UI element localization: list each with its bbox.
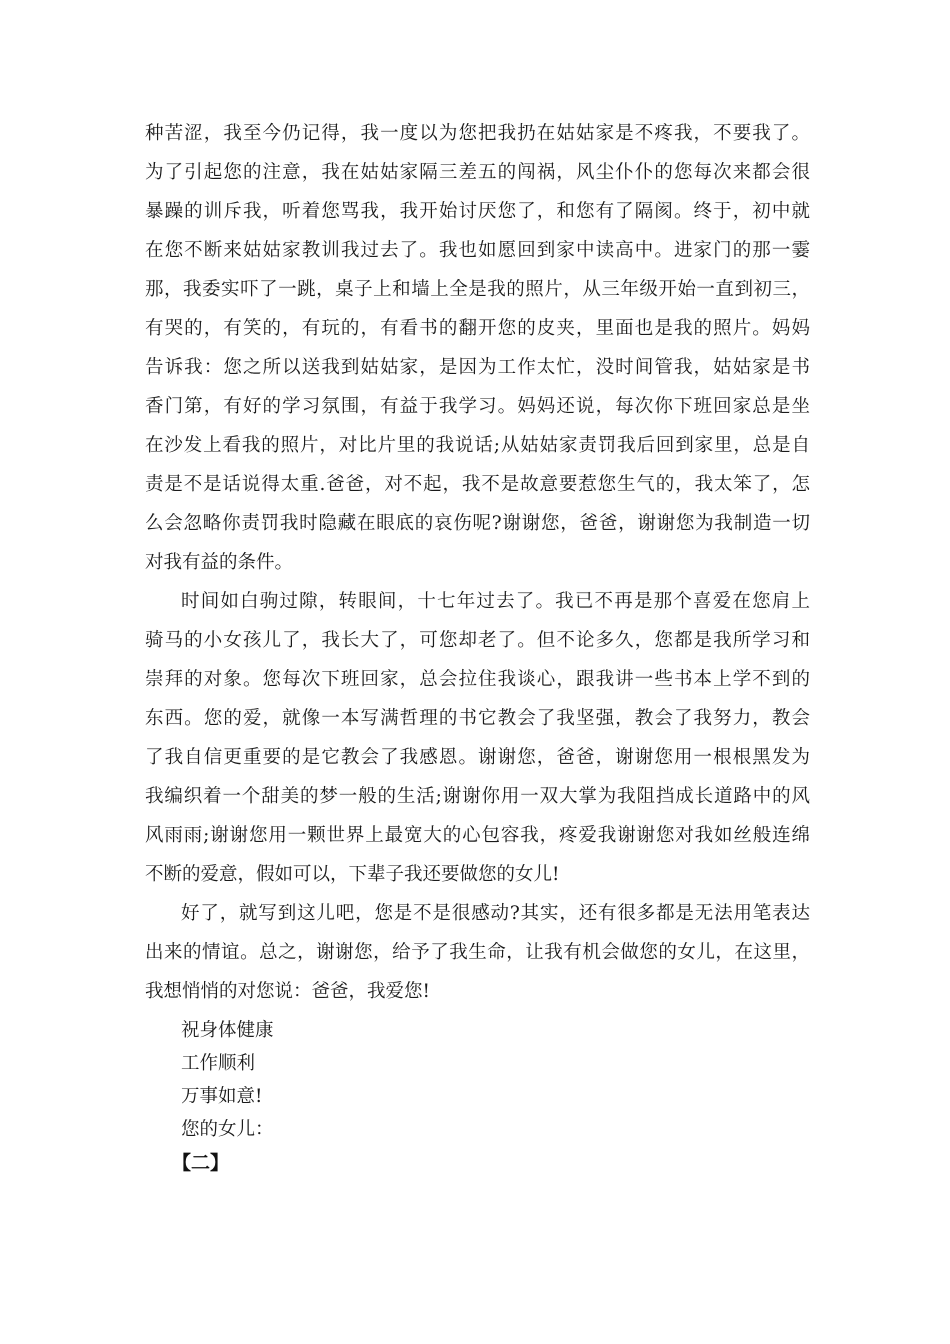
paragraph-2-line-7: 风雨雨;谢谢您用一颗世界上最宽大的心包容我，疼爱我谢谢您对我如丝般连绵 [145, 825, 810, 846]
closing-wish-everything: 万事如意! [181, 1086, 263, 1107]
closing-wish-health: 祝身体健康 [181, 1020, 274, 1041]
paragraph-2-line-3: 崇拜的对象。您每次下班回家，总会拉住我谈心，跟我讲一些书本上学不到的 [145, 669, 810, 690]
paragraph-3-line-2: 出来的情谊。总之，谢谢您，给予了我生命，让我有机会做您的女儿，在这里， [145, 942, 810, 963]
paragraph-2-line-6: 我编织着一个甜美的梦一般的生活;谢谢你用一双大掌为我阻挡成长道路中的风 [145, 786, 810, 807]
paragraph-1-line-7: 告诉我：您之所以送我到姑姑家，是因为工作太忙，没时间管我，姑姑家是书 [145, 357, 810, 378]
paragraph-1-line-4: 在您不断来姑姑家教训我过去了。我也如愿回到家中读高中。进家门的那一霎 [145, 240, 810, 261]
paragraph-1-line-3: 暴躁的训斥我，听着您骂我，我开始讨厌您了，和您有了隔阂。终于，初中就 [145, 201, 810, 222]
paragraph-2-line-5: 了我自信更重要的是它教会了我感恩。谢谢您，爸爸，谢谢您用一根根黑发为 [145, 747, 810, 768]
paragraph-2-line-1: 时间如白驹过隙，转眼间，十七年过去了。我已不再是那个喜爱在您肩上 [181, 591, 810, 612]
paragraph-2-line-8: 不断的爱意，假如可以，下辈子我还要做您的女儿! [145, 864, 560, 885]
closing-wish-work: 工作顺利 [181, 1053, 256, 1074]
paragraph-1-line-10: 责是不是话说得太重.爸爸，对不起，我不是故意要惹您生气的，我太笨了，怎 [145, 474, 810, 495]
paragraph-2-line-4: 东西。您的爱，就像一本写满哲理的书它教会了我坚强，教会了我努力，教会 [145, 708, 810, 729]
paragraph-1-line-9: 在沙发上看我的照片，对比片里的我说话;从姑姑家责罚我后回到家里，总是自 [145, 435, 810, 456]
paragraph-1-line-8: 香门第，有好的学习氛围，有益于我学习。妈妈还说，每次你下班回家总是坐 [145, 396, 810, 417]
closing-signature: 您的女儿： [181, 1119, 274, 1140]
paragraph-1-line-1: 种苦涩，我至今仍记得，我一度以为您把我扔在姑姑家是不疼我，不要我了。 [145, 123, 810, 144]
paragraph-1-line-12: 对我有益的条件。 [145, 552, 294, 573]
paragraph-2-line-2: 骑马的小女孩儿了，我长大了，可您却老了。但不论多久，您都是我所学习和 [145, 630, 810, 651]
paragraph-1-line-6: 有哭的，有笑的，有玩的，有看书的翻开您的皮夹，里面也是我的照片。妈妈 [145, 318, 810, 339]
paragraph-1-line-2: 为了引起您的注意，我在姑姑家隔三差五的闯祸，风尘仆仆的您每次来都会很 [145, 162, 810, 183]
paragraph-1-line-11: 么会忽略你责罚我时隐藏在眼底的哀伤呢?谢谢您，爸爸，谢谢您为我制造一切 [145, 513, 810, 534]
section-heading: 【二】 [172, 1152, 230, 1174]
paragraph-3-line-1: 好了，就写到这儿吧，您是不是很感动?其实，还有很多都是无法用笔表达 [181, 903, 810, 924]
paragraph-3-line-3: 我想悄悄的对您说：爸爸，我爱您! [145, 981, 430, 1002]
paragraph-1-line-5: 那，我委实吓了一跳，桌子上和墙上全是我的照片，从三年级开始一直到初三， [145, 279, 810, 300]
